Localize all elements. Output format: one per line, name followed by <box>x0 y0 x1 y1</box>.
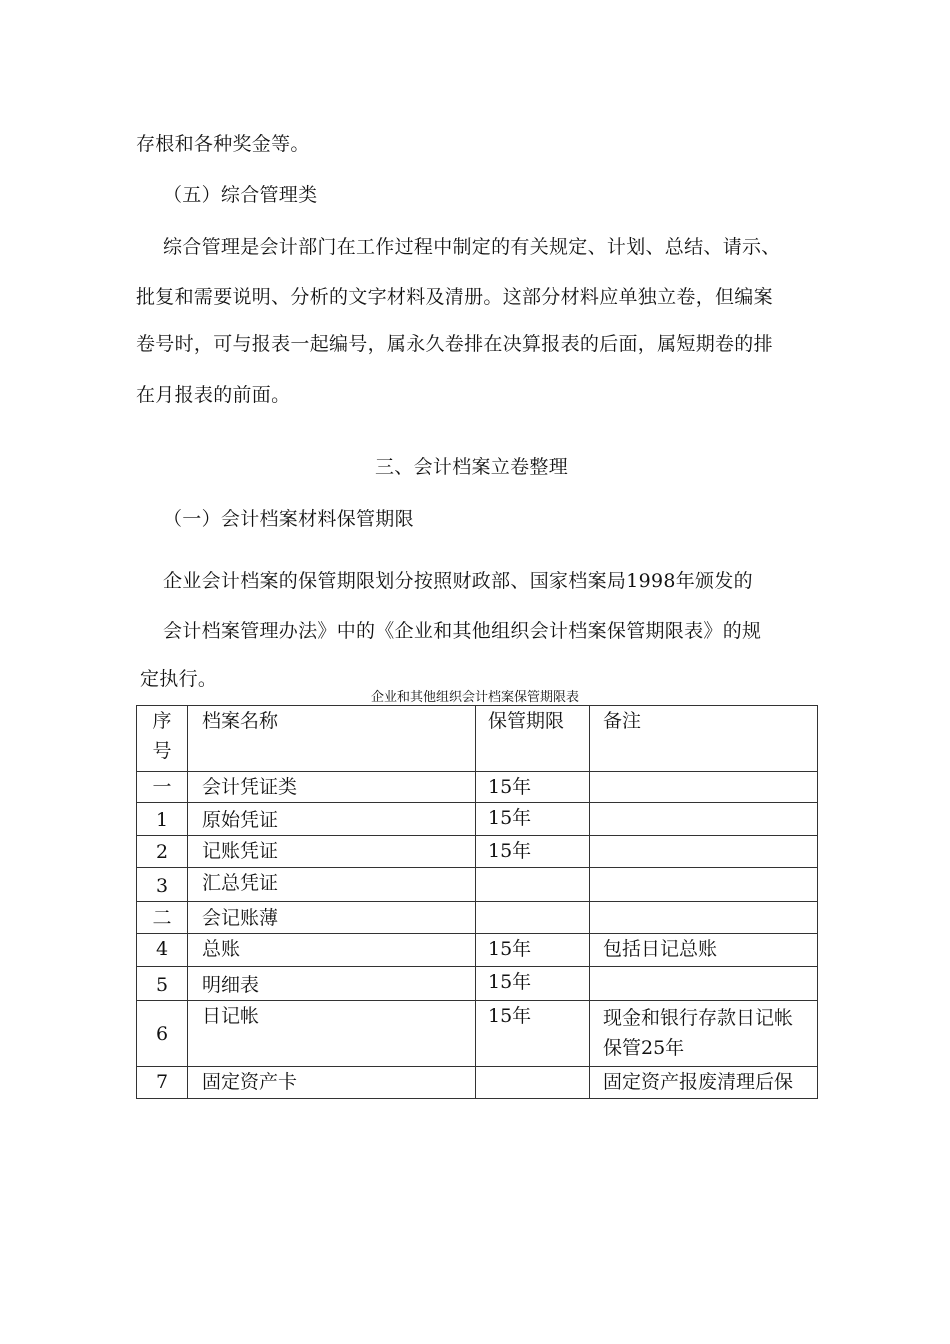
cell-name: 总账 <box>188 934 476 967</box>
cell-name: 会记账薄 <box>188 902 476 934</box>
table-row <box>137 1067 818 1099</box>
subheading-5: （五）综合管理类 <box>163 184 318 206</box>
cell-no: 4 <box>137 934 188 967</box>
header-name: 档案名称 <box>188 706 476 772</box>
paragraph-line: 会计档案管理办法》中的《企业和其他组织会计档案保管期限表》的规 <box>163 620 762 642</box>
cell-note: 固定资产报废清理后保 <box>590 1067 818 1099</box>
cell-name: 汇总凭证 <box>188 868 476 902</box>
cell-note <box>590 967 818 1001</box>
cell-period: 15年 <box>476 803 590 836</box>
paragraph-line: 卷号时，可与报表一起编号，属永久卷排在决算报表的后面，属短期卷的排 <box>136 333 773 355</box>
cell-period: 15年 <box>476 967 590 1001</box>
cell-no: 2 <box>137 836 188 868</box>
cell-period: 15年 <box>476 772 590 803</box>
cell-no: 1 <box>137 803 188 836</box>
cell-note: 包括日记总账 <box>590 934 818 967</box>
cell-name: 原始凭证 <box>188 803 476 836</box>
cell-period <box>476 1067 590 1099</box>
cell-name: 会计凭证类 <box>188 772 476 803</box>
cell-name: 日记帐 <box>188 1001 476 1067</box>
paragraph-line: 综合管理是会计部门在工作过程中制定的有关规定、计划、总结、请示、 <box>163 236 781 258</box>
paragraph-line: 在月报表的前面。 <box>136 384 291 406</box>
header-note: 备注 <box>590 706 818 772</box>
cell-no: 5 <box>137 967 188 1001</box>
table-row <box>137 934 818 967</box>
cell-name: 明细表 <box>188 967 476 1001</box>
cell-period <box>476 868 590 902</box>
cell-period: 15年 <box>476 836 590 868</box>
table-caption: 企业和其他组织会计档案保管期限表 <box>370 690 579 705</box>
paragraph-line: 定执行。 <box>140 668 218 690</box>
cell-note <box>590 902 818 934</box>
cell-no: 7 <box>137 1067 188 1099</box>
cell-no: 二 <box>137 902 188 934</box>
cell-note <box>590 868 818 902</box>
table-header-row <box>137 706 818 772</box>
table-row <box>137 868 818 902</box>
paragraph-line: 存根和各种奖金等。 <box>136 133 310 155</box>
cell-note <box>590 772 818 803</box>
cell-no: 3 <box>137 868 188 902</box>
table-row <box>137 803 818 836</box>
table-row <box>137 836 818 868</box>
cell-name: 记账凭证 <box>188 836 476 868</box>
header-no: 序号 <box>137 706 188 772</box>
cell-note: 现金和银行存款日记帐保管25年 <box>590 1001 818 1067</box>
table-row <box>137 902 818 934</box>
cell-period <box>476 902 590 934</box>
paragraph-line: 批复和需要说明、分析的文字材料及清册。这部分材料应单独立卷，但编案 <box>136 286 773 308</box>
paragraph-line: 企业会计档案的保管期限划分按照财政部、国家档案局1998年颁发的 <box>163 570 753 592</box>
cell-note <box>590 803 818 836</box>
cell-period: 15年 <box>476 1001 590 1067</box>
header-period: 保管期限 <box>476 706 590 772</box>
subheading-1: （一）会计档案材料保管期限 <box>163 508 414 530</box>
cell-no: 一 <box>137 772 188 803</box>
table-row <box>137 1001 818 1067</box>
cell-no: 6 <box>137 1001 188 1067</box>
cell-name: 固定资产卡 <box>188 1067 476 1099</box>
cell-note <box>590 836 818 868</box>
table-row <box>137 772 818 803</box>
retention-table <box>136 705 818 1099</box>
section-heading: 三、会计档案立卷整理 <box>375 456 569 478</box>
cell-period: 15年 <box>476 934 590 967</box>
table-row <box>137 967 818 1001</box>
